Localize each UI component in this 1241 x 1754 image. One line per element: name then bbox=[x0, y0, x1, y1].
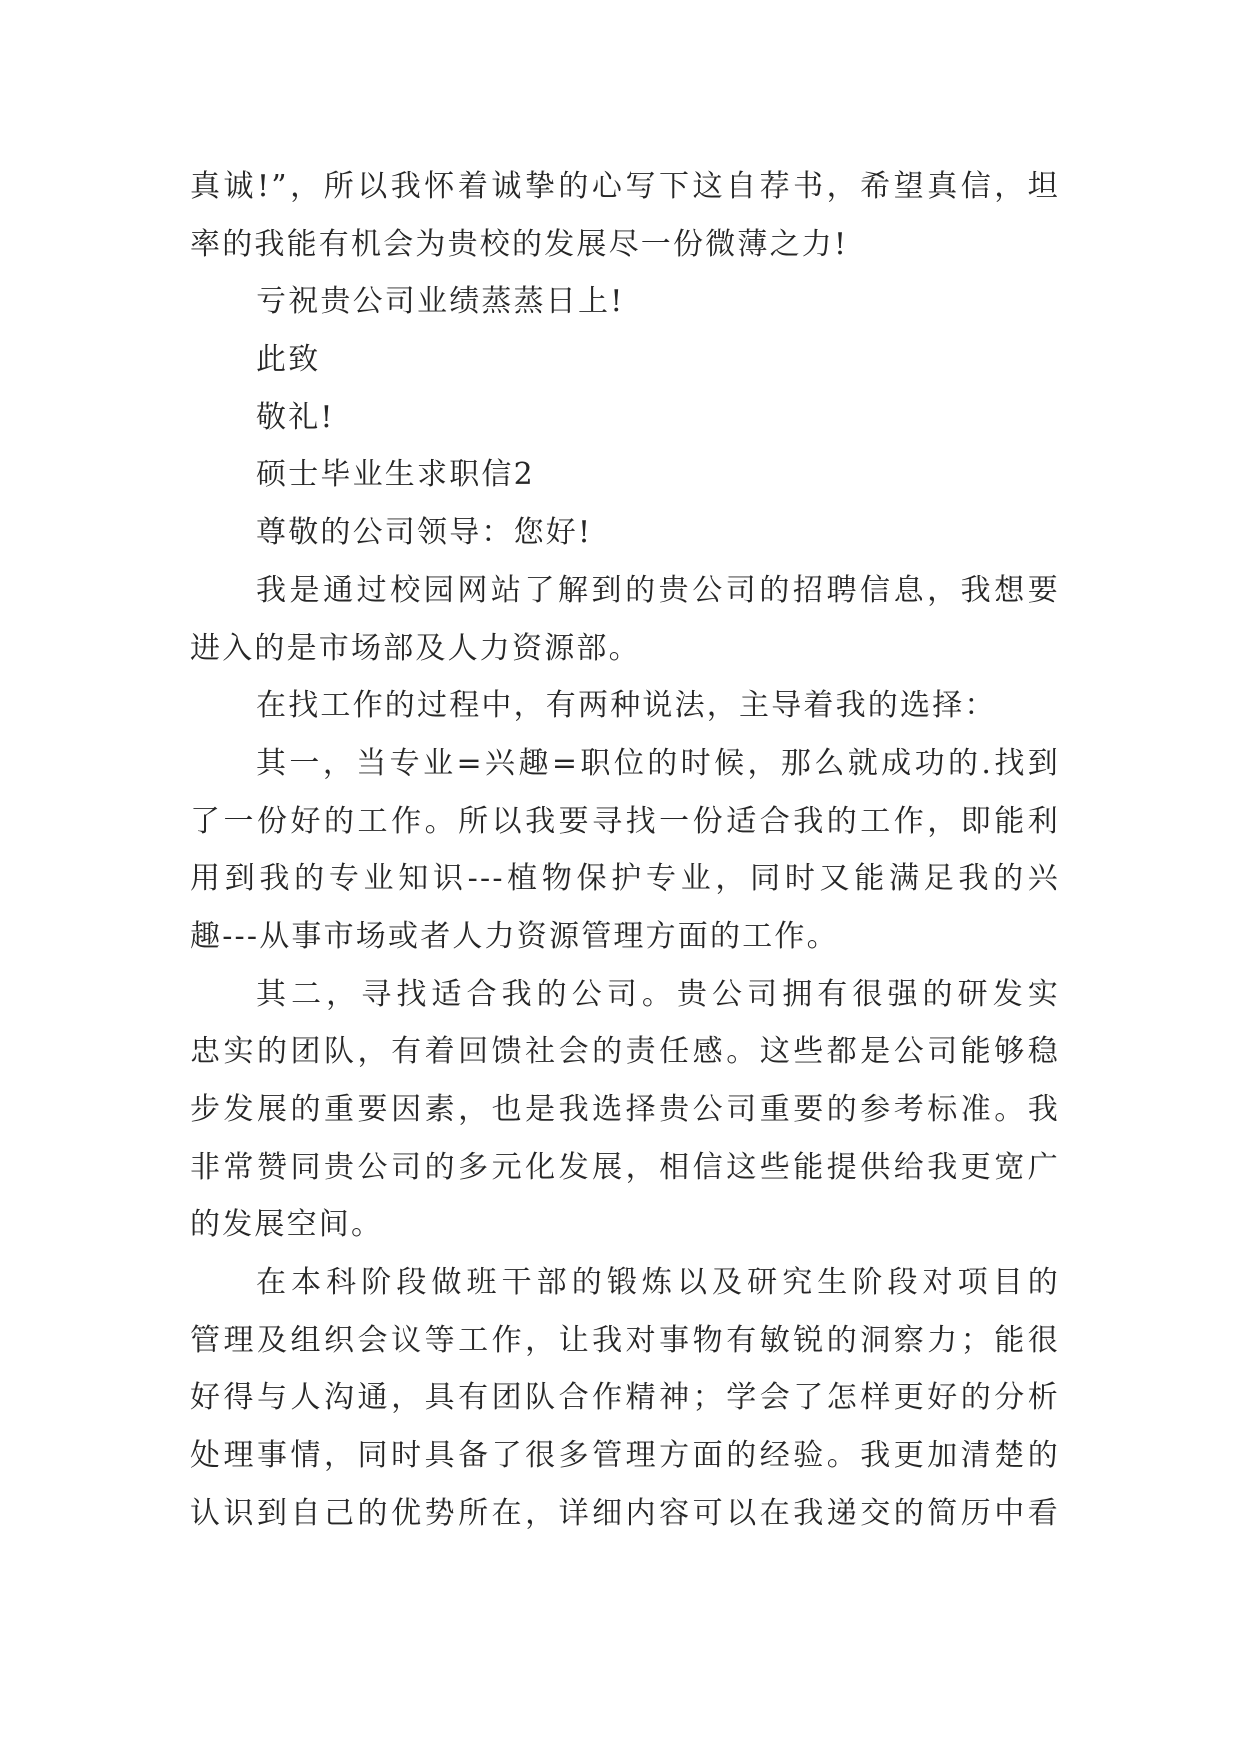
text-line: 非常赞同贵公司的多元化发展，相信这些能提供给我更宽广 bbox=[190, 1149, 1060, 1185]
text-line: 认识到自己的优势所在，详细内容可以在我递交的简历中看 bbox=[190, 1495, 1060, 1531]
text-line: 其二，寻找适合我的公司。贵公司拥有很强的研发实 bbox=[256, 976, 1060, 1012]
text-line: 进入的是市场部及人力资源部。 bbox=[190, 630, 641, 666]
text-line: 敬礼! bbox=[256, 399, 335, 435]
text-line: 尊敬的公司领导：您好! bbox=[256, 515, 593, 551]
text-line: 我是通过校园网站了解到的贵公司的招聘信息，我想要 bbox=[256, 572, 1060, 608]
text-line: 此致 bbox=[256, 342, 321, 378]
text-line: 了一份好的工作。所以我要寻找一份适合我的工作，即能利 bbox=[190, 803, 1060, 839]
text-line: 在本科阶段做班干部的锻炼以及研究生阶段对项目的 bbox=[256, 1265, 1060, 1301]
letter-body bbox=[190, 158, 1060, 1543]
text-line: 好得与人沟通，具有团队合作精神；学会了怎样更好的分析 bbox=[190, 1380, 1060, 1416]
text-line: 的发展空间。 bbox=[190, 1207, 384, 1243]
text-line: 管理及组织会议等工作，让我对事物有敏锐的洞察力；能很 bbox=[190, 1322, 1060, 1358]
text-line: 率的我能有机会为贵校的发展尽一份微薄之力! bbox=[190, 226, 849, 262]
text-line: 处理事情，同时具备了很多管理方面的经验。我更加清楚的 bbox=[190, 1438, 1060, 1474]
text-line: 用到我的专业知识---植物保护专业，同时又能满足我的兴 bbox=[190, 861, 1060, 897]
text-line: 在找工作的过程中，有两种说法，主导着我的选择： bbox=[256, 688, 997, 724]
text-line: 亏祝贵公司业绩蒸蒸日上! bbox=[256, 284, 625, 320]
text-line: 步发展的重要因素，也是我选择贵公司重要的参考标准。我 bbox=[190, 1092, 1060, 1127]
text-line: 硕士毕业生求职信2 bbox=[256, 457, 535, 493]
text-line: 忠实的团队，有着回馈社会的责任感。这些都是公司能够稳 bbox=[190, 1034, 1060, 1070]
text-line: 真诚!”，所以我怀着诚挚的心写下这自荐书，希望真信，坦 bbox=[190, 169, 1060, 204]
text-line: 趣---从事市场或者人力资源管理方面的工作。 bbox=[190, 918, 839, 954]
text-line: 其一，当专业=兴趣=职位的时候，那么就成功的.找到 bbox=[256, 745, 1060, 781]
